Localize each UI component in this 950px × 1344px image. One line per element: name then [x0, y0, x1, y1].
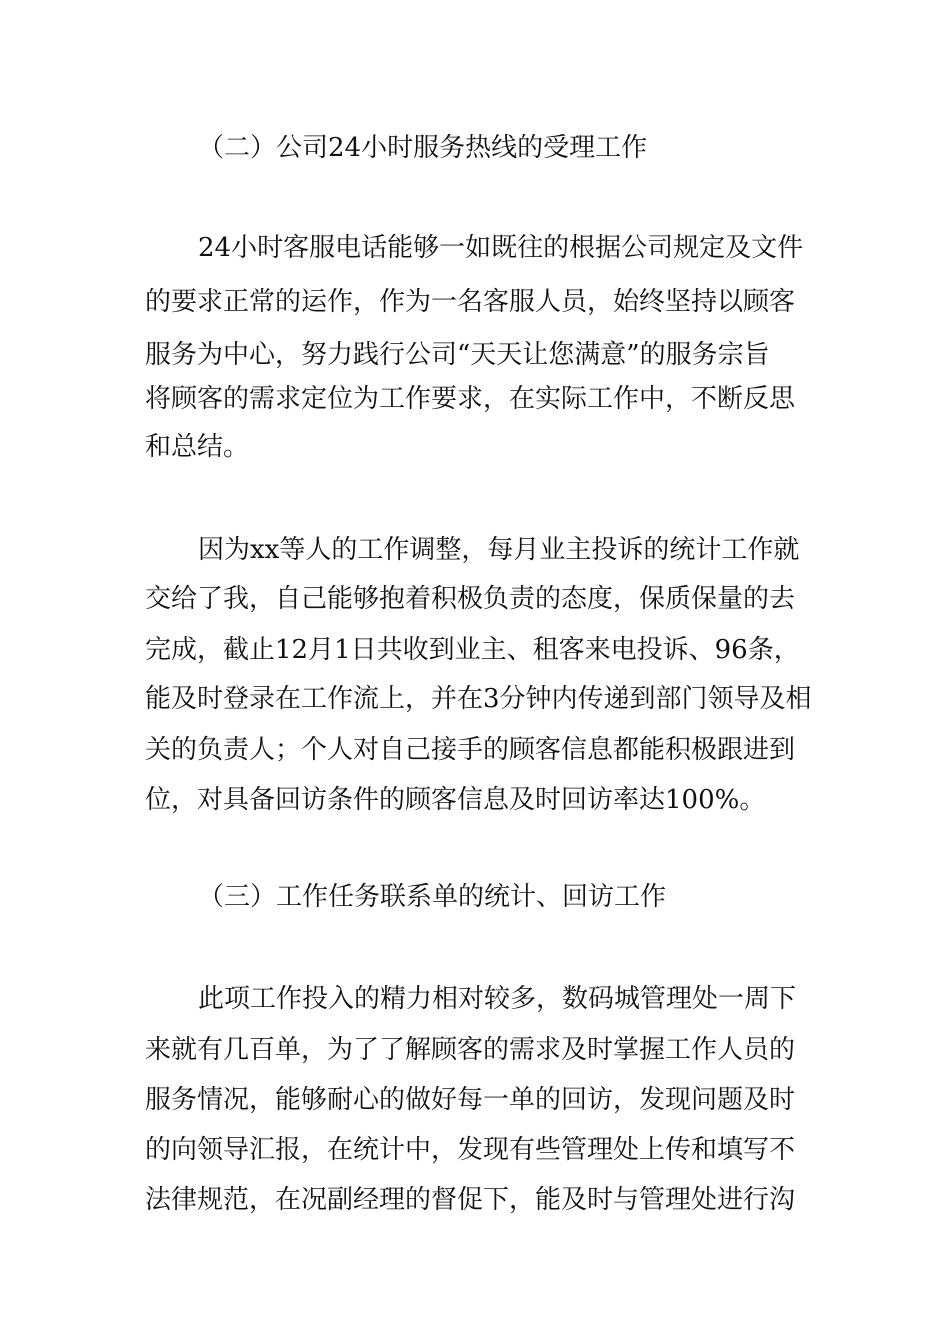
paragraph-3-line-4: 的向领导汇报，在统计中，发现有些管理处上传和填写不 [145, 1135, 796, 1165]
section-heading-3: （三）工作任务联系单的统计、回访工作 [198, 882, 667, 912]
paragraph-1-line-5: 和总结。 [145, 432, 250, 462]
paragraph-3-line-1: 此项工作投入的精力相对较多，数码城管理处一周下 [198, 984, 797, 1014]
paragraph-2-line-3: 完成，截止12月1日共收到业主、租客来电投诉、96条， [145, 635, 800, 665]
paragraph-2-line-6: 位，对具备回访条件的顾客信息及时回访率达100%。 [145, 785, 766, 815]
paragraph-1-line-1: 24小时客服电话能够一如既往的根据公司规定及文件 [198, 233, 804, 263]
paragraph-3-line-5: 法律规范，在况副经理的督促下，能及时与管理处进行沟 [145, 1185, 796, 1215]
paragraph-2-line-5: 关的负责人；个人对自己接手的顾客信息都能积极跟进到 [145, 735, 796, 765]
paragraph-3-line-2: 来就有几百单，为了了解顾客的需求及时掌握工作人员的 [145, 1035, 796, 1065]
paragraph-3-line-3: 服务情况，能够耐心的做好每一单的回访，发现问题及时 [145, 1085, 796, 1115]
paragraph-2-line-4: 能及时登录在工作流上，并在3分钟内传递到部门领导及相 [145, 684, 812, 714]
section-heading-2: （二）公司24小时服务热线的受理工作 [198, 133, 648, 163]
paragraph-1-line-4: 将顾客的需求定位为工作要求，在实际工作中，不断反思 [145, 384, 796, 414]
paragraph-1-line-2: 的要求正常的运作，作为一名客服人员，始终坚持以顾客 [145, 287, 796, 317]
paragraph-2-line-1: 因为xx等人的工作调整，每月业主投诉的统计工作就 [198, 535, 800, 565]
paragraph-1-line-3: 服务为中心，努力践行公司“天天让您满意”的服务宗旨 [145, 340, 770, 370]
paragraph-2-line-2: 交给了我，自己能够抱着积极负责的态度，保质保量的去 [145, 584, 796, 614]
